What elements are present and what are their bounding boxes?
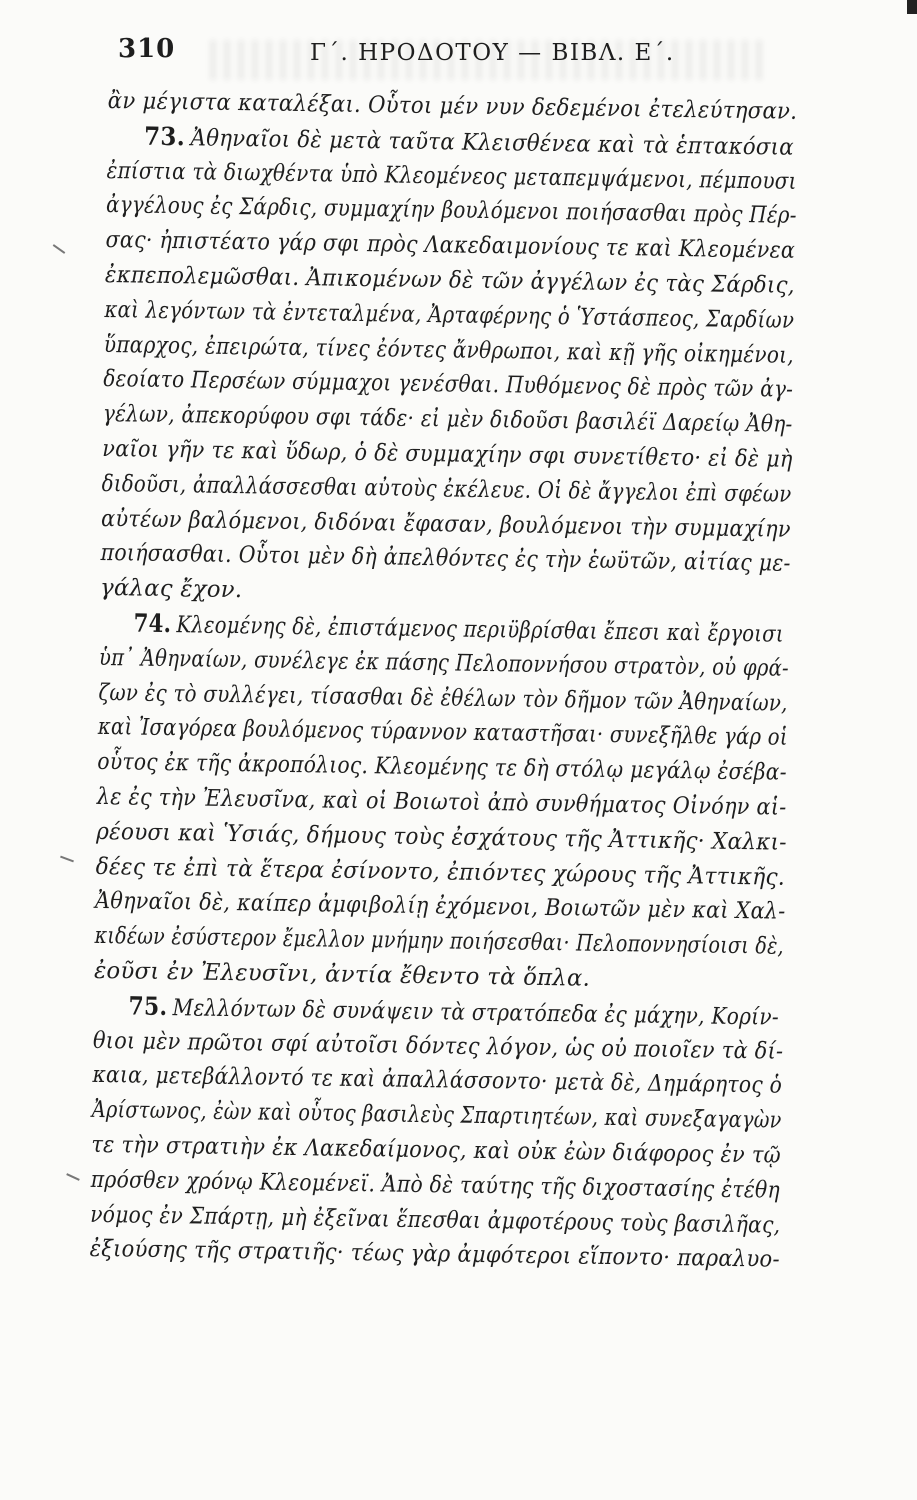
line-text: ναῖοι γῆν τε καὶ ὕδωρ, ὁ δὲ συμμαχίην σφι συνετίθετο· εἰ δὲ μὴ: [102, 435, 793, 473]
section-number: 73.: [143, 121, 186, 152]
line-text: ποιήσασθαι. Οὗτοι μὲν δὴ ἀπελθόντες ἐς τὴν ἑωϋτῶν, αἰτίας με-: [100, 540, 791, 578]
line-text: Ἀρίστωνος, ἐὼν καὶ οὗτος βασιλεὺς Σπαρτιητέων, καὶ συνεξαγαγὼν: [91, 1096, 782, 1134]
line-text: καια, μετεβάλλοντό τε καὶ ἀπαλλάσσοντο· μετὰ δὲ, Δημάρητος ὁ: [92, 1062, 783, 1100]
page-header: [110, 28, 790, 78]
line-text: ἂν μέγιστα καταλέξαι. Οὗτοι μέν νυν δεδεμένοι ἐτελεύτησαν.: [107, 87, 798, 125]
line-text: Ἀθηναῖοι δὲ μετὰ ταῦτα Κλεισθένεα καὶ τὰ ἑπτακόσια: [190, 125, 795, 161]
line-text: γέλων, ἀπεκορύφου σφι τάδε· εἰ μὲν διδοῦσι βασιλέϊ Δαρείῳ Ἀθη-: [102, 401, 793, 438]
line-text: πρόσθεν χρόνῳ Κλεομένεϊ. Ἀπὸ δὲ ταύτης τῆς διχοστασίης ἐτέθη: [90, 1166, 781, 1204]
line-text: τε τὴν στρατιὴν ἐκ Λακεδαίμονος, καὶ οὐκ ἐὼν διάφορος ἐν τῷ: [91, 1131, 782, 1169]
line-text: σας· ἠπιστέατο γάρ σφι πρὸς Λακεδαιμονίους τε καὶ Κλεομένεα: [105, 227, 796, 264]
line-text: διδοῦσι, ἀπαλλάσσεσθαι αὐτοὺς ἐκέλευε. Οἱ δὲ ἄγγελοι ἐπὶ σφέων: [101, 470, 792, 508]
margin-mark: [60, 856, 74, 863]
margin-mark: [53, 244, 66, 254]
line-text: ὑπ᾽ Ἀθηναίων, συνέλεγε ἐκ πάσης Πελοποννήσου στρατὸν, οὐ φρά-: [98, 644, 790, 682]
line-text: γάλας ἔχον.: [99, 575, 243, 604]
running-head: Γ΄. ΗΡΟΔΟΤΟΥ — ΒΙΒΛ. Ε΄.: [310, 40, 675, 66]
line-text: νόμος ἐν Σπάρτῃ, μὴ ἐξεῖναι ἕπεσθαι ἀμφοτέρους τοὺς βασιλῆας,: [90, 1201, 781, 1239]
margin-mark: [66, 1173, 80, 1181]
line-text: ἐκπεπολεμῶσθαι. Ἀπικομένων δὲ τῶν ἀγγέλων ἐς τὰς Σάρδις,: [104, 261, 795, 299]
page-corner-mark: [907, 0, 917, 14]
line-text: δεοίατο Περσέων σύμμαχοι γενέσθαι. Πυθόμενος δὲ πρὸς τῶν ἀγ-: [103, 366, 794, 404]
section-number: 75.: [128, 991, 168, 1021]
line-text: Ἀθηναῖοι δὲ, καίπερ ἀμφιβολίῃ ἐχόμενοι, Βοιωτῶν μὲν καὶ Χαλ-: [94, 888, 786, 926]
line-text: ἐξιούσης τῆς στρατιῆς· τέως γὰρ ἀμφότεροι εἵποντο· παραλυο-: [89, 1236, 781, 1273]
line-text: καὶ λεγόντων τὰ ἐντεταλμένα, Ἀρταφέρνης ὁ Ὑστάσπεος, Σαρδίων: [104, 296, 795, 334]
line-text: κιδέων ἐσύστερον ἔμελλον μνήμην ποιήσεσθαι· Πελοποννησίοισι δὲ,: [94, 923, 785, 960]
line-text: λε ἐς τὴν Ἐλευσῖνα, καὶ οἱ Βοιωτοὶ ἀπὸ συνθήματος Οἰνόην αἱ-: [96, 783, 787, 821]
line-text: ἐοῦσι ἐν Ἐλευσῖνι, ἀντία ἔθεντο τὰ ὅπλα.: [93, 957, 591, 992]
line-text: ἀγγέλους ἐς Σάρδις, συμμαχίην βουλόμενοι ποιήσασθαι πρὸς Πέρ-: [105, 192, 797, 230]
line-text: αὐτέων βαλόμενοι, διδόναι ἔφασαν, βουλόμενοι τὴν συμμαχίην: [100, 505, 791, 543]
section-number: 74.: [133, 608, 172, 639]
line-text: ζων ἐς τὸ συλλέγει, τίσασθαι δὲ ἐθέλων τὸν δῆμον τῶν Ἀθηναίων,: [98, 679, 788, 717]
line-text: καὶ Ἰσαγόρεα βουλόμενος τύραννον καταστῆσαι· συνεξῆλθε γάρ οἱ: [97, 714, 788, 752]
line-text: Κλεομένης δὲ, ἐπιστάμενος περιϋβρίσθαι ἔπεσι καὶ ἔργοισι: [176, 612, 784, 648]
body-text: [89, 84, 807, 1278]
line-text: Μελλόντων δὲ συνάψειν τὰ στρατόπεδα ἐς μάχην, Κορίν-: [172, 994, 780, 1031]
line-text: ρέουσι καὶ Ὑσιάς, δήμους τοὺς ἐσχάτους τῆς Ἀττικῆς· Χαλκι-: [96, 818, 788, 856]
line-text: οὗτος ἐκ τῆς ἀκροπόλιος. Κλεομένης τε δὴ στόλῳ μεγάλῳ ἐσέβα-: [97, 749, 787, 786]
line-text: ἐπίστια τὰ διωχθέντα ὑπὸ Κλεομένεος μεταπεμψάμενοι, πέμπουσι: [106, 157, 797, 195]
line-text: δέες τε ἐπὶ τὰ ἕτερα ἐσίνοντο, ἐπιόντες χώρους τῆς Ἀττικῆς.: [95, 853, 786, 891]
page-number: 310: [118, 34, 176, 64]
line-text: ὕπαρχος, ἐπειρώτα, τίνες ἐόντες ἄνθρωποι, καὶ κῇ γῆς οἰκημένοι,: [103, 331, 795, 369]
line-text: θιοι μὲν πρῶτοι σφί αὐτοῖσι δόντες λόγον, ὡς οὐ ποιοῖεν τὰ δί-: [92, 1027, 784, 1065]
